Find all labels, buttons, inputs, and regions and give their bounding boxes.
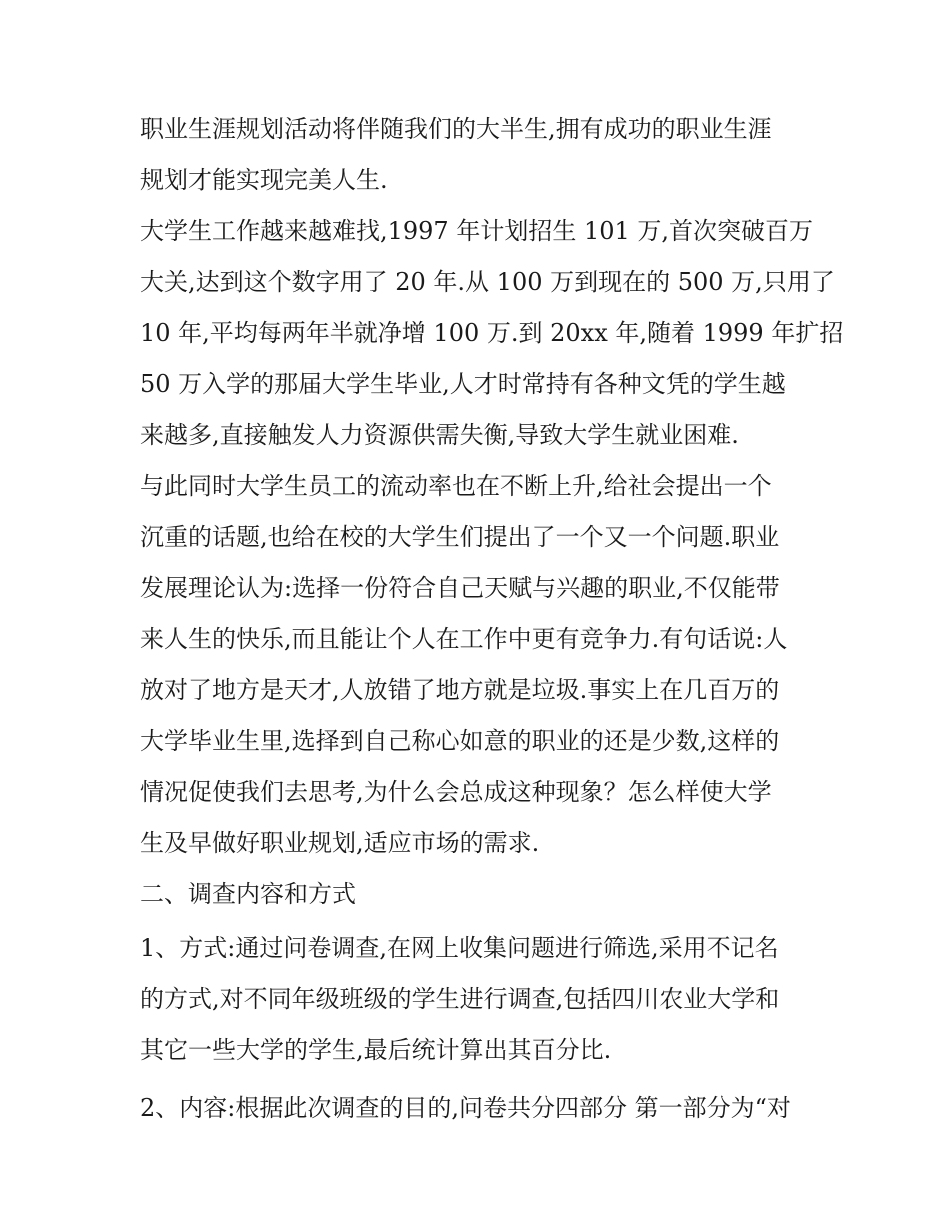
text-line: 与此同时大学生员工的流动率也在不断上升,给社会提出一个 [140,472,772,500]
text-line: 其它一些大学的学生,最后统计算出其百分比. [140,1036,612,1064]
text-line: 生及早做好职业规划,适应市场的需求. [140,829,540,857]
text-line: 沉重的话题,也给在校的大学生们提出了一个又一个问题.职业 [140,523,780,551]
text-line: 1、方式:通过问卷调查,在网上收集问题进行筛选,采用不记名 [140,934,779,962]
document-body [140,104,844,1134]
text-line: 2、内容:根据此次调查的目的,问卷共分四部分 第一部分为“对 [140,1094,791,1122]
section-heading: 二、调查内容和方式 [140,880,356,908]
text-line: 50 万入学的那届大学生毕业,人才时常持有各种文凭的学生越 [140,370,786,398]
text-line: 放对了地方是天才,人放错了地方就是垃圾.事实上在几百万的 [140,676,780,704]
text-line: 规划才能实现完美人生. [140,166,388,194]
text-line: 发展理论认为:选择一份符合自己天赋与兴趣的职业,不仅能带 [140,574,780,602]
text-line: 职业生涯规划活动将伴随我们的大半生,拥有成功的职业生涯 [140,115,772,143]
text-line: 的方式,对不同年级班级的学生进行调查,包括四川农业大学和 [140,985,780,1013]
text-line: 来人生的快乐,而且能让个人在工作中更有竞争力.有句话说:人 [140,625,788,653]
text-line: 大关,达到这个数字用了 20 年.从 100 万到现在的 500 万,只用了 [140,268,835,296]
text-line: 情况促使我们去思考,为什么会总成这种现象？怎么样使大学 [140,778,772,806]
text-line: 来越多,直接触发人力资源供需失衡,导致大学生就业困难. [140,421,739,449]
text-line: 10 年,平均每两年半就净增 100 万.到 20xx 年,随着 1999 年扩招 [140,319,844,347]
text-line: 大学毕业生里,选择到自己称心如意的职业的还是少数,这样的 [140,727,780,755]
text-line: 大学生工作越来越难找,1997 年计划招生 101 万,首次突破百万 [140,217,814,245]
